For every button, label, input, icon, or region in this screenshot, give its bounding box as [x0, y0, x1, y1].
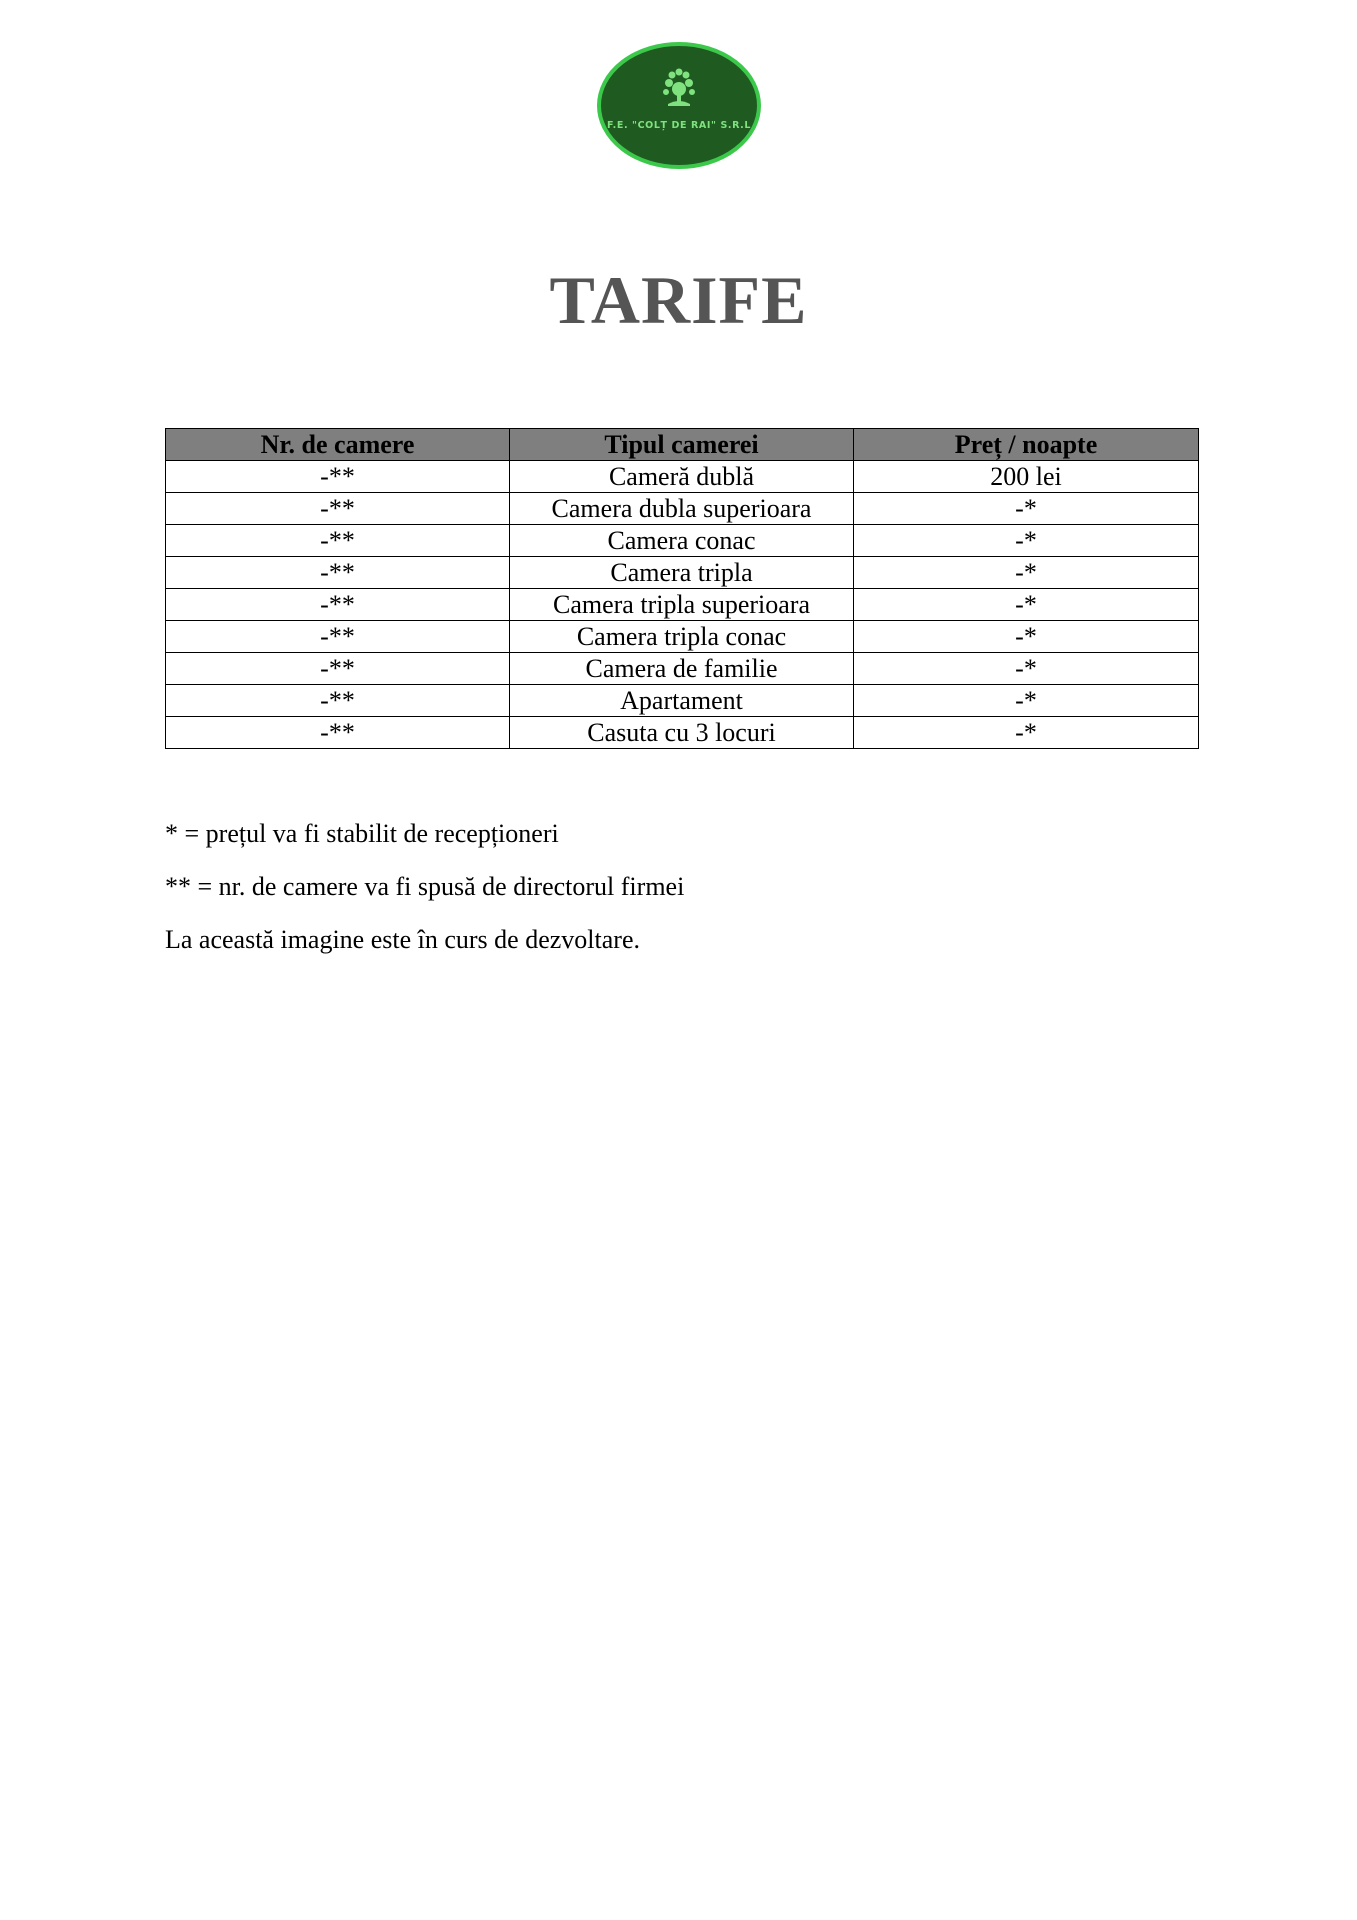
logo-text: F.E. "COLȚ DE RAI" S.R.L [606, 120, 752, 131]
header-price-per-night: Preț / noapte [854, 429, 1199, 461]
header-room-count: Nr. de camere [166, 429, 510, 461]
rates-table [165, 428, 1199, 749]
table-row [166, 685, 1199, 717]
cell-price: -* [854, 685, 1199, 717]
cell-room-type: Camera tripla superioara [510, 589, 854, 621]
cell-price: -* [854, 493, 1199, 525]
cell-room-count: -** [166, 653, 510, 685]
cell-room-type: Camera conac [510, 525, 854, 557]
cell-room-count: -** [166, 557, 510, 589]
cell-price: -* [854, 653, 1199, 685]
cell-room-count: -** [166, 525, 510, 557]
header-room-type: Tipul camerei [510, 429, 854, 461]
cell-room-count: -** [166, 717, 510, 749]
cell-room-type: Camera tripla conac [510, 621, 854, 653]
cell-price: -* [854, 621, 1199, 653]
table-row [166, 461, 1199, 493]
table-row [166, 525, 1199, 557]
cell-room-type: Camera tripla [510, 557, 854, 589]
table-row [166, 493, 1199, 525]
cell-room-type: Camera de familie [510, 653, 854, 685]
cell-room-type: Casuta cu 3 locuri [510, 717, 854, 749]
cell-room-type: Apartament [510, 685, 854, 717]
cell-room-type: Camera dubla superioara [510, 493, 854, 525]
cell-room-count: -** [166, 461, 510, 493]
company-logo [596, 41, 762, 170]
cell-price: 200 lei [854, 461, 1199, 493]
page-title: TARIFE [549, 262, 808, 338]
footnotes [165, 816, 1195, 975]
cell-room-count: -** [166, 621, 510, 653]
cell-room-count: -** [166, 493, 510, 525]
table-header-row [166, 429, 1199, 461]
cell-price: -* [854, 589, 1199, 621]
footnote-in-development: La această imagine este în curs de dezvoltare. [165, 925, 640, 954]
cell-price: -* [854, 717, 1199, 749]
footnote-price: * = prețul va fi stabilit de recepționeri [165, 819, 559, 848]
table-row [166, 717, 1199, 749]
cell-price: -* [854, 557, 1199, 589]
table-row [166, 557, 1199, 589]
table-row [166, 653, 1199, 685]
footnote-room-count: ** = nr. de camere va fi spusă de directorul firmei [165, 872, 685, 901]
cell-price: -* [854, 525, 1199, 557]
cell-room-type: Cameră dublă [510, 461, 854, 493]
table-row [166, 621, 1199, 653]
cell-room-count: -** [166, 589, 510, 621]
table-row [166, 589, 1199, 621]
cell-room-count: -** [166, 685, 510, 717]
